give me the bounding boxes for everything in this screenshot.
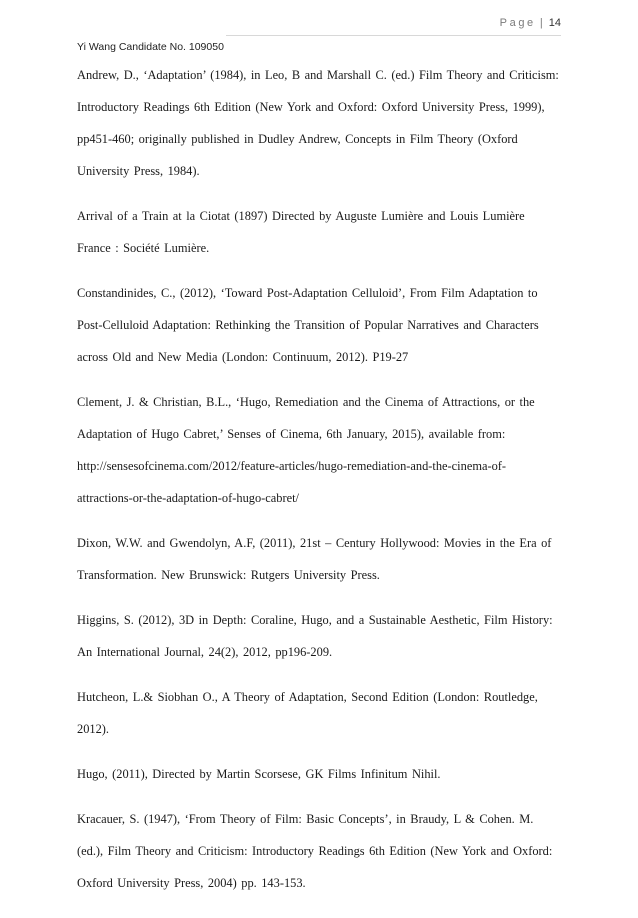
header-divider — [226, 35, 561, 36]
reference-line: Dixon, W.W. and Gwendolyn, A.F, (2011), 21st – Century Hollywood: Movies in the Era of — [77, 536, 552, 550]
reference-line: An International Journal, 24(2), 2012, pp196-209. — [77, 645, 333, 659]
reference-line: Introductory Readings 6th Edition (New York and Oxford: Oxford University Press, 1999), — [77, 100, 545, 114]
reference-entry — [77, 65, 561, 193]
bibliography — [77, 65, 561, 918]
reference-entry — [77, 206, 561, 270]
reference-line: Transformation. New Brunswick: Rutgers University Press. — [77, 568, 380, 582]
reference-entry — [77, 610, 561, 674]
reference-line: pp451-460; originally published in Dudley Andrew, Concepts in Film Theory (Oxford — [77, 132, 518, 146]
reference-entry — [77, 764, 561, 796]
reference-line: Higgins, S. (2012), 3D in Depth: Coraline, Hugo, and a Sustainable Aesthetic, Film History: — [77, 613, 553, 627]
reference-link: http://sensesofcinema.com/2012/feature-articles/hugo-remediation-and-the-cinema-of- — [77, 459, 507, 473]
reference-line: Andrew, D., ‘Adaptation’ (1984), in Leo, B and Marshall C. (ed.) Film Theory and Criticism: — [77, 68, 559, 82]
reference-line: Adaptation of Hugo Cabret,’ Senses of Cinema, 6th January, 2015), available from: — [77, 427, 506, 441]
reference-line: Post-Celluloid Adaptation: Rethinking the Transition of Popular Narratives and Characters — [77, 318, 539, 332]
header-author: Yi Wang Candidate No. 109050 — [77, 41, 224, 53]
reference-line: Hugo, (2011), Directed by Martin Scorsese, GK Films Infinitum Nihil. — [77, 767, 441, 781]
page-separator: | — [539, 17, 543, 29]
reference-line: Arrival of a Train at la Ciotat (1897) Directed by Auguste Lumière and Louis Lumière — [77, 209, 525, 223]
reference-entry — [77, 533, 561, 597]
reference-line: Clement, J. & Christian, B.L., ‘Hugo, Remediation and the Cinema of Attractions, or the — [77, 395, 535, 409]
reference-line: 2012). — [77, 722, 110, 736]
reference-entry — [77, 687, 561, 751]
reference-line: Constandinides, C., (2012), ‘Toward Post-Adaptation Celluloid’, From Film Adaptation to — [77, 286, 538, 300]
page-number — [500, 17, 561, 29]
reference-entry — [77, 283, 561, 379]
reference-line: France : Société Lumière. — [77, 241, 210, 255]
reference-entry — [77, 392, 561, 520]
page-word: Page — [499, 17, 536, 29]
reference-line: Kracauer, S. (1947), ‘From Theory of Film: Basic Concepts’, in Braudy, L & Cohen. M. — [77, 812, 534, 826]
reference-line: University Press, 1984). — [77, 164, 200, 178]
reference-line: Hutcheon, L.& Siobhan O., A Theory of Adaptation, Second Edition (London: Routledge, — [77, 690, 538, 704]
reference-link: attractions-or-the-adaptation-of-hugo-cabret/ — [77, 491, 299, 505]
page-number-value: 14 — [548, 17, 561, 29]
reference-line: Oxford University Press, 2004) pp. 143-153. — [77, 876, 306, 890]
reference-entry — [77, 809, 561, 905]
reference-line: (ed.), Film Theory and Criticism: Introductory Readings 6th Edition (New York and Oxford: — [77, 844, 553, 858]
reference-line: across Old and New Media (London: Continuum, 2012). P19-27 — [77, 350, 409, 364]
